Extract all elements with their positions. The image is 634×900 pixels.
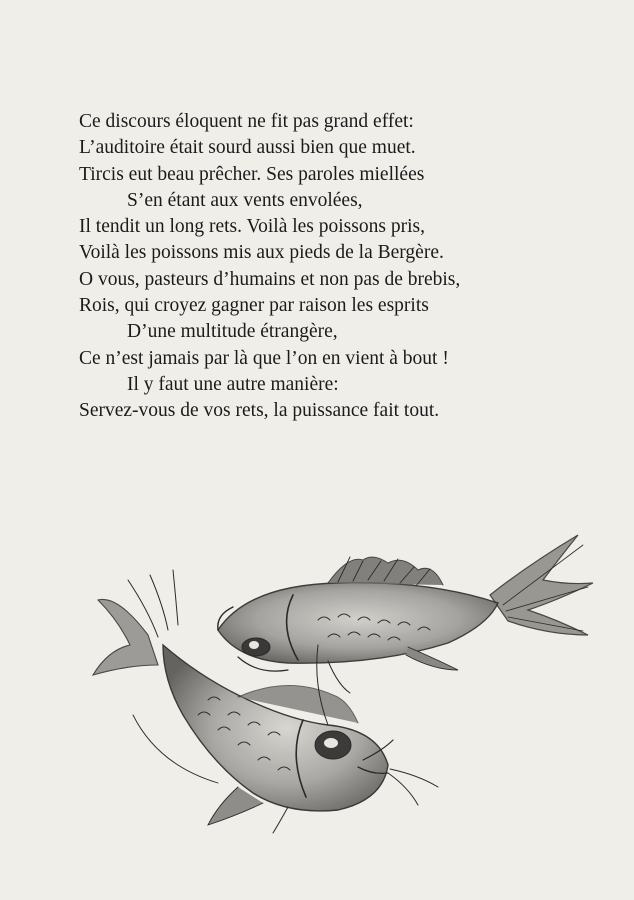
- poem-line-6: Voilà les poissons mis aux pieds de la Bergère.: [79, 242, 444, 264]
- poem-line-12: Servez-vous de vos rets, la puissance fait tout.: [79, 400, 440, 422]
- poem-line-11: Il y faut une autre manière:: [127, 373, 339, 395]
- poem-line-1: Ce discours éloquent ne fit pas grand effet:: [79, 111, 414, 132]
- poem-line-10: Ce n’est jamais par là que l’on en vient à bout !: [79, 347, 449, 369]
- poem-line-8: Rois, qui croyez gagner par raison les esprits: [79, 295, 429, 317]
- poem-text: [79, 109, 460, 425]
- fish-illustration: [88, 525, 598, 835]
- poem-line-4: S’en étant aux vents envolées,: [127, 189, 363, 211]
- poem-line-7: O vous, pasteurs d’humains et non pas de brebis,: [79, 268, 461, 290]
- poem-line-5: Il tendit un long rets. Voilà les poissons pris,: [79, 216, 425, 238]
- poem-line-2: L’auditoire était sourd aussi bien que muet.: [79, 137, 416, 159]
- upper-fish: [218, 535, 593, 693]
- poem-line-3: Tircis eut beau prêcher. Ses paroles miellées: [79, 163, 425, 185]
- poem-line-9: D’une multitude étrangère,: [127, 321, 338, 343]
